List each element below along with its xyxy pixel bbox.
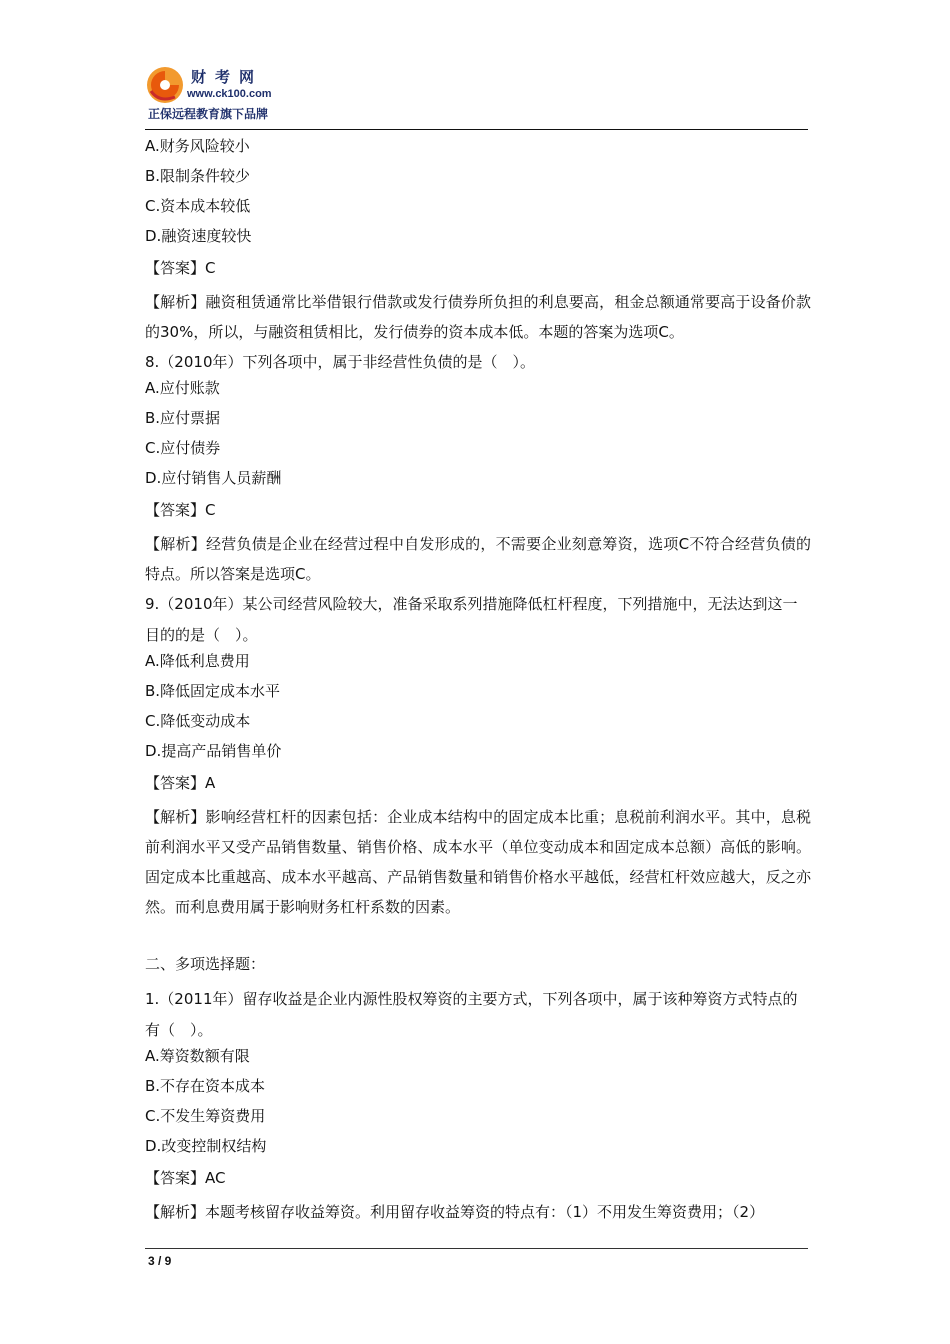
option-line: A.筹资数额有限: [145, 1047, 250, 1065]
option-line: C.降低变动成本: [145, 712, 251, 730]
explanation-paragraph: 【解析】经营负债是企业在经营过程中自发形成的，不需要企业刻意筹资，选项C不符合经营负债的特点。所以答案是选项C。: [145, 535, 811, 583]
option-line: D.应付销售人员薪酬: [145, 469, 282, 487]
footer-divider: [145, 1248, 808, 1249]
page-number: 3 / 9: [148, 1254, 172, 1268]
explanation-paragraph: 【解析】影响经营杠杆的因素包括：企业成本结构中的固定成本比重；息税前利润水平。其中，息税前利润水平又受产品销售数量、销售价格、成本水平（单位变动成本和固定成本总额）高低的影响。固定成本比重越高、成本水平越高、产品销售数量和销售价格水平越低，经营杠杆效应越大，反之亦然。而利息费用属于影响财务杠杆系数的因素。: [145, 808, 811, 916]
question-text: 9.（2010年）某公司经营风险较大，准备采取系列措施降低杠杆程度，下列措施中，无法达到这一目的的是（ ）。: [145, 595, 798, 644]
option-line: C.资本成本较低: [145, 197, 251, 215]
option-line: B.限制条件较少: [145, 167, 251, 185]
question-text: 1.（2011年）留存收益是企业内源性股权筹资的主要方式，下列各项中，属于该种筹资方式特点的有（ ）。: [145, 990, 798, 1039]
question-text: 8.（2010年）下列各项中，属于非经营性负债的是（ ）。: [145, 353, 535, 371]
option-line: C.应付债券: [145, 439, 221, 457]
option-line: A.应付账款: [145, 379, 220, 397]
logo-icon: [145, 65, 185, 105]
header-divider: [145, 129, 808, 130]
option-line: C.不发生筹资费用: [145, 1107, 266, 1125]
explanation-paragraph: 【解析】融资租赁通常比举借银行借款或发行债券所负担的利息要高，租金总额通常要高于设备价款的30%，所以，与融资租赁相比，发行债券的资本成本低。本题的答案为选项C。: [145, 293, 811, 341]
option-line: D.改变控制权结构: [145, 1137, 267, 1155]
document-body: [145, 136, 811, 1227]
option-line: B.降低固定成本水平: [145, 682, 281, 700]
option-line: D.融资速度较快: [145, 227, 252, 245]
answer-line: 【答案】AC: [145, 1169, 226, 1187]
explanation-paragraph: 【解析】本题考核留存收益筹资。利用留存收益筹资的特点有：（1）不用发生筹资费用；（2）: [145, 1203, 765, 1221]
option-line: A.财务风险较小: [145, 137, 250, 155]
option-line: B.应付票据: [145, 409, 221, 427]
option-line: D.提高产品销售单价: [145, 742, 282, 760]
answer-line: 【答案】C: [145, 501, 216, 519]
blank-gap: [145, 922, 811, 954]
option-line: B.不存在资本成本: [145, 1077, 266, 1095]
option-line: A.降低利息费用: [145, 652, 250, 670]
logo-name: 财考网: [191, 68, 264, 86]
answer-line: 【答案】C: [145, 259, 216, 277]
answer-line: 【答案】A: [145, 774, 216, 792]
logo-tagline: 正保远程教育旗下品牌: [148, 107, 269, 121]
option-line: 二、多项选择题：: [145, 955, 266, 973]
logo-url: www.ck100.com: [187, 88, 272, 100]
page-header: [145, 62, 808, 130]
